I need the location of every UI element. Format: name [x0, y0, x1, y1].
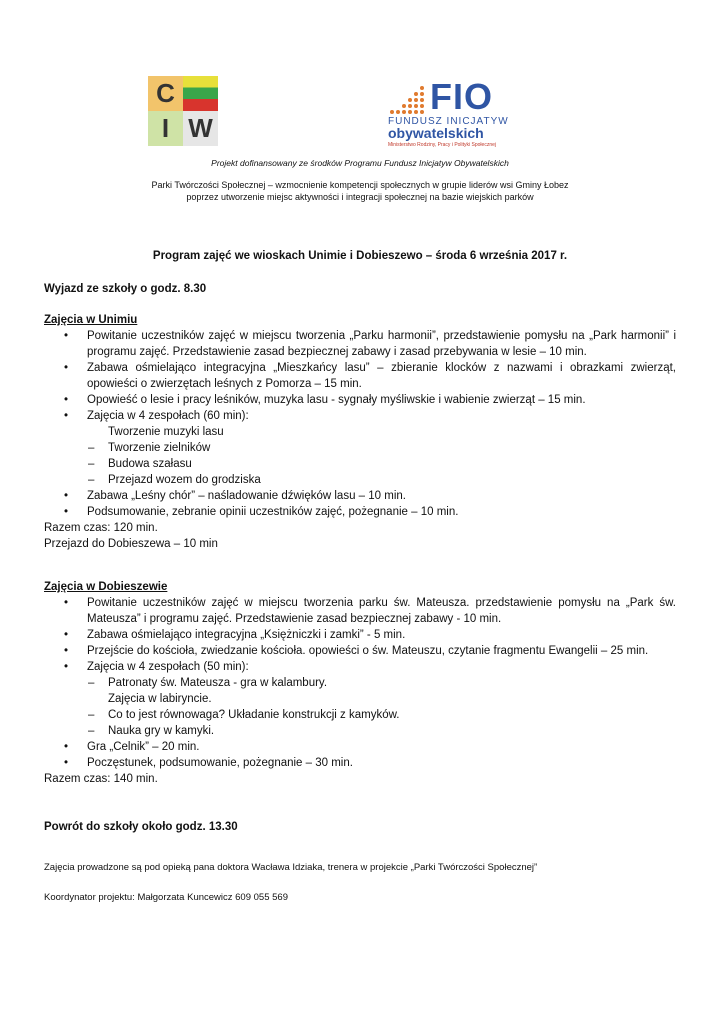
activity-list: [44, 328, 676, 520]
sub-list-item: – Nauka gry w kamyki.: [44, 723, 676, 739]
fio-line2: obywatelskich: [388, 125, 484, 141]
return-text: Powrót do szkoły około godz. 13.30: [44, 821, 238, 833]
sub-list-item: – Przejazd wozem do grodziska: [44, 472, 676, 488]
fio-logo: [388, 76, 528, 156]
section-dobieszewo: [44, 579, 676, 787]
project-line-2: poprzez utworzenie miejsc aktywności i integracji społecznej na bazie wiejskich parków: [186, 192, 534, 202]
sub-list-item: – Co to jest równowaga? Układanie konstrukcji z kamyków.: [44, 707, 676, 723]
sub-list-item: – Patronaty św. Mateusza - gra w kalambury.: [44, 675, 676, 691]
total-time: Razem czas: 140 min.: [44, 773, 158, 785]
section-heading: Zajęcia w Dobieszewie: [44, 581, 168, 593]
fio-dots-icon: [388, 80, 426, 116]
ciw-letter-w: W: [183, 111, 218, 146]
list-item: • Zajęcia w 4 zespołach (60 min):: [44, 408, 676, 424]
departure-text: Wyjazd ze szkoły o godz. 8.30: [44, 283, 207, 295]
total-time: Razem czas: 120 min.: [44, 522, 158, 534]
fio-line1: FUNDUSZ INICJATYW: [388, 116, 509, 127]
ciw-logo: [148, 76, 218, 146]
fio-line3: Ministerstwo Rodziny, Pracy i Polityki Społecznej: [388, 142, 497, 148]
funding-note: Projekt dofinansowany ze środków Programu Fundusz Inicjatyw Obywatelskich: [211, 158, 509, 168]
list-item: • Poczęstunek, podsumowanie, pożegnanie – 30 min.: [44, 755, 676, 771]
list-item: • Zabawa „Leśny chór” – naśladowanie dźwięków lasu – 10 min.: [44, 488, 676, 504]
project-description: [0, 179, 720, 203]
list-item: • Opowieść o lesie i pracy leśników, muzyka lasu - sygnały myśliwskie i wabienie zwierząt – 15 min.: [44, 392, 676, 408]
coordinator: Koordynator projektu: Małgorzata Kuncewicz 609 055 569: [44, 892, 288, 903]
list-item: • Zabawa ośmielająco integracyjna „Księżniczki i zamki” - 5 min.: [44, 627, 676, 643]
departure: [44, 281, 676, 297]
footer-note: Zajęcia prowadzone są pod opieką pana doktora Wacława Idziaka, trenera w projekcie „Parki Twórczości Społecznej”: [44, 862, 538, 873]
return: [44, 819, 676, 835]
list-item: • Przejście do kościoła, zwiedzanie kościoła. opowieści o św. Mateuszu, czytanie fragmentu Ewangelii – 25 min.: [44, 643, 676, 659]
sub-list-item: Tworzenie muzyki lasu: [108, 426, 224, 438]
list-item: • Zajęcia w 4 zespołach (50 min):: [44, 659, 676, 675]
page-title: Program zajęć we wioskach Unimie i Dobieszewo – środa 6 września 2017 r.: [152, 250, 568, 262]
activity-list: [44, 595, 676, 771]
ciw-letter-c: C: [148, 76, 183, 111]
ciw-letter-i: I: [148, 111, 183, 146]
list-item: • Gra „Celnik” – 20 min.: [44, 739, 676, 755]
section-unimie: [44, 312, 676, 552]
list-item: • Powitanie uczestników zajęć w miejscu tworzenia „Parku harmonii”, przedstawienie pomysłu na „Park harmonii” i programu zajęć. Przedstawienie zasad bezpiecznej zabawy i zasad przebywania w lesie – 10 min.: [44, 328, 676, 360]
list-item: • Powitanie uczestników zajęć w miejscu tworzenia parku św. Mateusza. przedstawienie pomysłu na „Park św. Mateusza” i programu zajęć. Przedstawienie zasad bezpiecznej zabawy - 10 min.: [44, 595, 676, 627]
project-line-1: Parki Twórczości Społecznej – wzmocnienie kompetencji społecznych w grupie liderów wsi Gminy Łobez: [151, 180, 569, 190]
ciw-flag-block: [183, 76, 218, 111]
fio-title: FIO: [430, 76, 493, 117]
sub-list-item: Zajęcia w labiryncie.: [108, 693, 212, 705]
list-item: • Podsumowanie, zebranie opinii uczestników zajęć, pożegnanie – 10 min.: [44, 504, 676, 520]
list-item: • Zabawa ośmielająco integracyjna „Mieszkańcy lasu” – zbieranie klocków z nazwami i obrazkami zwierząt, opowieści o zwierzętach leśnych z Pomorza – 15 min.: [44, 360, 676, 392]
transfer-note: Przejazd do Dobieszewa – 10 min: [44, 538, 218, 550]
sub-list-item: – Budowa szałasu: [44, 456, 676, 472]
sub-list-item: – Tworzenie zielników: [44, 440, 676, 456]
logo-bar: [0, 70, 720, 150]
section-heading: Zajęcia w Unimiu: [44, 314, 138, 326]
